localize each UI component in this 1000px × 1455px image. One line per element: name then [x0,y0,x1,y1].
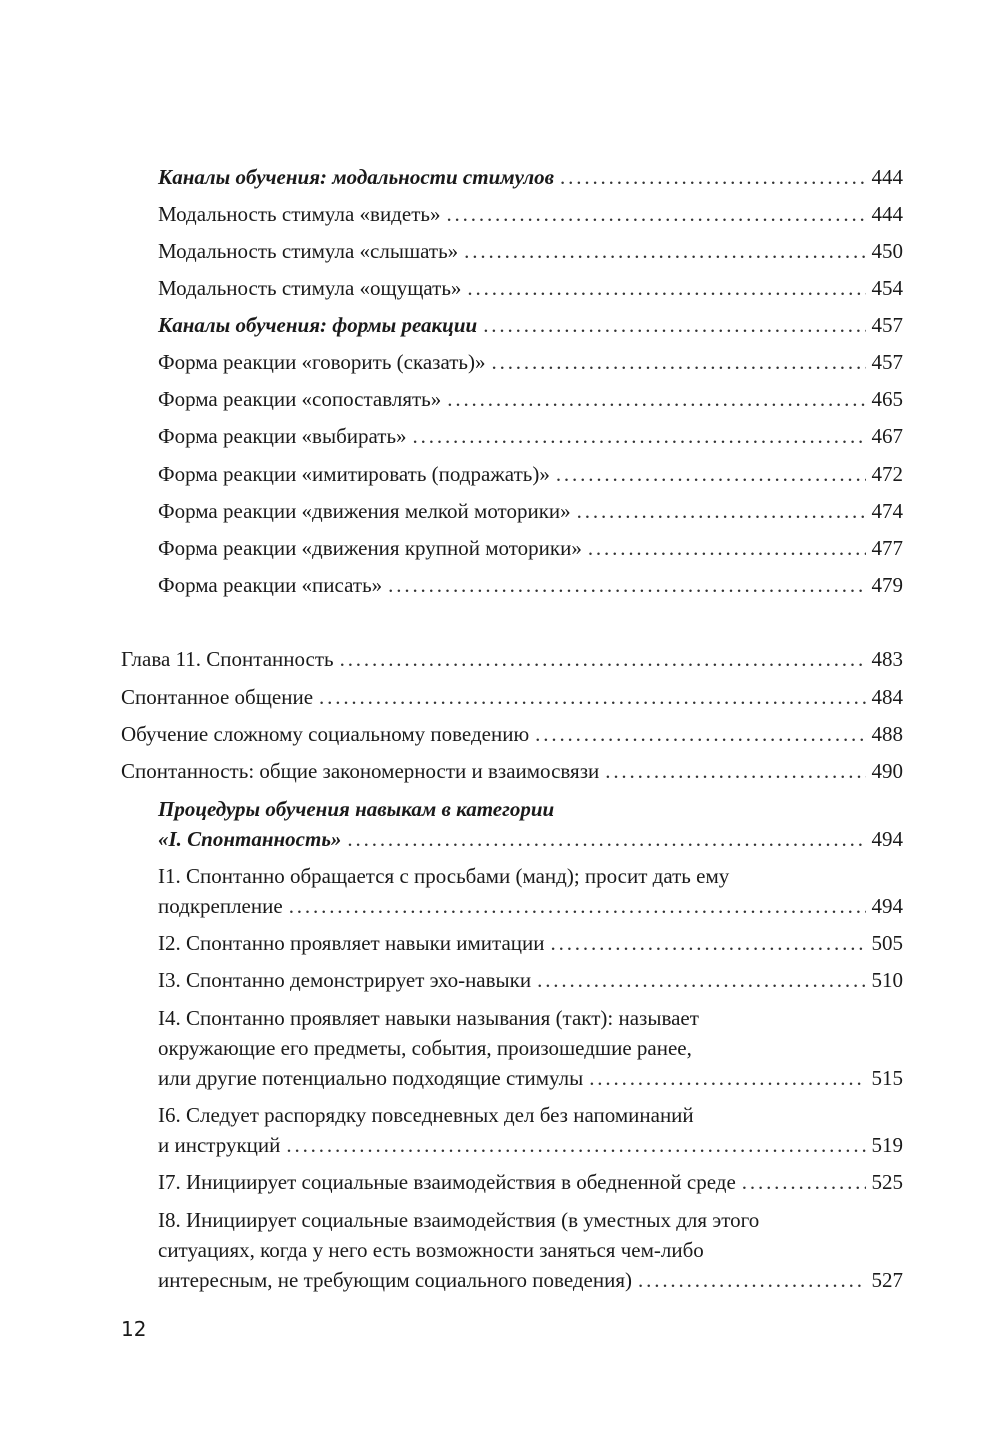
toc-entry-page: 465 [871,387,903,411]
toc-item-i3[interactable] [158,965,903,995]
toc-item-line: окружающие его предметы, события, произошедшие ранее, [158,1036,692,1060]
dot-leader [286,1130,865,1160]
toc-entry-page: 510 [871,968,903,992]
toc-entry-title: Модальность стимула «ощущать» [158,276,462,300]
toc-entry[interactable] [158,347,903,377]
toc-entry-title: Форма реакции «писать» [158,573,383,597]
toc-entry-title: «I. Спонтанность» [158,827,342,851]
toc-item-line: ситуациях, когда у него есть возможности заняться чем-либо [158,1238,704,1262]
dot-leader [467,273,865,303]
toc-entry-page: 474 [871,499,903,523]
dot-leader [388,570,865,600]
toc-entry-page: 490 [871,759,903,783]
toc-entry-heading[interactable] [158,310,903,340]
dot-leader [537,965,865,995]
toc-entry[interactable] [158,570,903,600]
dot-leader [742,1167,866,1197]
toc-entry-page: 515 [871,1066,903,1090]
dot-leader [535,719,865,749]
toc-entry-title: или другие потенциально подходящие стимулы [158,1066,584,1090]
toc-entry-title: подкрепление [158,894,283,918]
dot-leader [492,347,866,377]
dot-leader [289,891,866,921]
toc-item-line: I6. Следует распорядку повседневных дел без напоминаний [158,1103,694,1127]
toc-entry-title: Форма реакции «сопоставлять» [158,387,442,411]
toc-entry-page: 457 [871,350,903,374]
toc-entry-page: 483 [871,647,903,671]
toc-item-i6[interactable] [158,1130,903,1160]
toc-chapter-11[interactable] [121,644,903,674]
toc-procedures-heading[interactable] [158,824,903,854]
toc-entry[interactable] [121,719,903,749]
toc-entry-title: интересным, не требующим социального поведения) [158,1268,633,1292]
toc-entry-page: 505 [871,931,903,955]
toc-entry-page: 477 [871,536,903,560]
toc-entry-page: 444 [871,202,903,226]
toc-entry[interactable] [158,199,903,229]
toc-item-i4[interactable] [158,1063,903,1093]
toc-entry-page: 472 [871,462,903,486]
dot-leader [446,199,865,229]
toc-entry-page: 484 [871,685,903,709]
dot-leader [413,421,866,451]
toc-entry[interactable] [158,459,903,489]
toc-entry-page: 444 [871,165,903,189]
toc-item-i2[interactable] [158,928,903,958]
toc-entry-title: I2. Спонтанно проявляет навыки имитации [158,931,545,955]
toc-entry-page: 488 [871,722,903,746]
toc-entry-title: Форма реакции «имитировать (подражать)» [158,462,550,486]
toc-entry[interactable] [158,273,903,303]
toc-item-line: I1. Спонтанно обращается с просьбами (манд); просит дать ему [158,864,730,888]
dot-leader [577,496,866,526]
toc-entry[interactable] [158,421,903,451]
toc-entry-page: 519 [871,1133,903,1157]
toc-entry-title: Модальность стимула «слышать» [158,239,459,263]
toc-item-line: I8. Инициирует социальные взаимодействия (в уместных для этого [158,1208,760,1232]
toc-item-i1[interactable] [158,891,903,921]
toc-entry-title: Глава 11. Спонтанность [121,647,334,671]
dot-leader [556,459,866,489]
dot-leader [447,384,865,414]
toc-entry-page: 454 [871,276,903,300]
dot-leader [483,310,865,340]
dot-leader [638,1265,865,1295]
toc-entry-page: 457 [871,313,903,337]
toc-entry-title: Каналы обучения: модальности стимулов [158,165,555,189]
toc-entry-title: Каналы обучения: формы реакции [158,313,478,337]
toc-entry-page: 467 [871,424,903,448]
toc-item-i8[interactable] [158,1265,903,1295]
toc-item-i7[interactable] [158,1167,903,1197]
toc-entry-page: 450 [871,239,903,263]
toc-entry-title: Обучение сложному социальному поведению [121,722,530,746]
dot-leader [340,644,866,674]
toc-entry-title: и инструкций [158,1133,281,1157]
toc-entry-title: Форма реакции «движения мелкой моторики» [158,499,571,523]
dot-leader [319,682,865,712]
toc-entry-title: Форма реакции «говорить (сказать)» [158,350,486,374]
dot-leader [588,533,866,563]
toc-entry-title: Спонтанность: общие закономерности и взаимосвязи [121,759,600,783]
dot-leader [605,756,865,786]
toc-entry[interactable] [158,533,903,563]
toc-entry-page: 494 [871,894,903,918]
dot-leader [589,1063,865,1093]
toc-item-line: I4. Спонтанно проявляет навыки называния (такт): называет [158,1006,699,1030]
toc-entry[interactable] [158,384,903,414]
toc-entry[interactable] [158,496,903,526]
toc-entry-title: I3. Спонтанно демонстрирует эхо-навыки [158,968,532,992]
dot-leader [551,928,866,958]
toc-entry-title: Спонтанное общение [121,685,314,709]
toc-entry-page: 527 [871,1268,903,1292]
toc-entry[interactable] [121,756,903,786]
toc-entry[interactable] [121,682,903,712]
toc-entry-title: Форма реакции «движения крупной моторики» [158,536,582,560]
dot-leader [464,236,865,266]
toc-entry-title: Форма реакции «выбирать» [158,424,407,448]
toc-entry[interactable] [158,236,903,266]
toc-entry-title: Модальность стимула «видеть» [158,202,441,226]
toc-entry-page: 494 [871,827,903,851]
dot-leader [560,162,865,192]
toc-entry-title: I7. Инициирует социальные взаимодействия в обедненной среде [158,1170,736,1194]
dot-leader [347,824,865,854]
toc-entry-page: 479 [871,573,903,597]
toc-entry-page: 525 [871,1170,903,1194]
page-number: 12 [121,1317,147,1341]
toc-procedures-heading-line1: Процедуры обучения навыкам в категории [158,797,555,821]
toc-entry-heading[interactable] [158,162,903,192]
